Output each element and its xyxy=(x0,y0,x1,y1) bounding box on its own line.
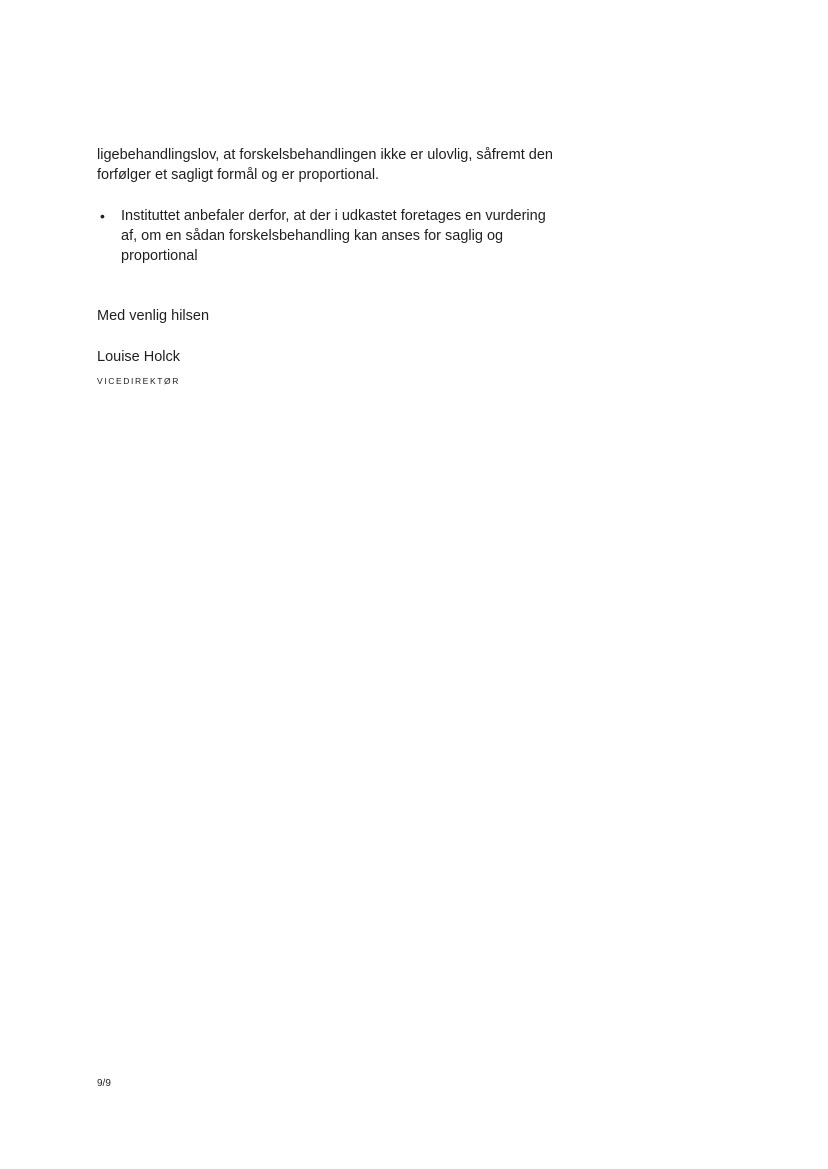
recommendation-list xyxy=(97,206,577,266)
signer-name: Louise Holck xyxy=(97,349,181,365)
paragraph-line: ligebehandlingslov, at forskelsbehandlingen ikke er ulovlig, såfremt den xyxy=(97,147,553,163)
bullet-line: af, om en sådan forskelsbehandling kan anses for saglig og xyxy=(121,228,504,244)
page-number: 9/9 xyxy=(97,1078,111,1089)
recommendation-item xyxy=(97,206,577,266)
signer-title: VICEDIREKTØR xyxy=(97,376,180,386)
paragraph-continuation xyxy=(97,145,577,185)
bullet-line: Instituttet anbefaler derfor, at der i udkastet foretages en vurdering xyxy=(121,208,546,224)
closing-salutation: Med venlig hilsen xyxy=(97,308,210,324)
bullet-icon: • xyxy=(100,208,105,224)
paragraph-line: forfølger et sagligt formål og er proportional. xyxy=(97,167,380,183)
bullet-line: proportional xyxy=(121,248,198,264)
